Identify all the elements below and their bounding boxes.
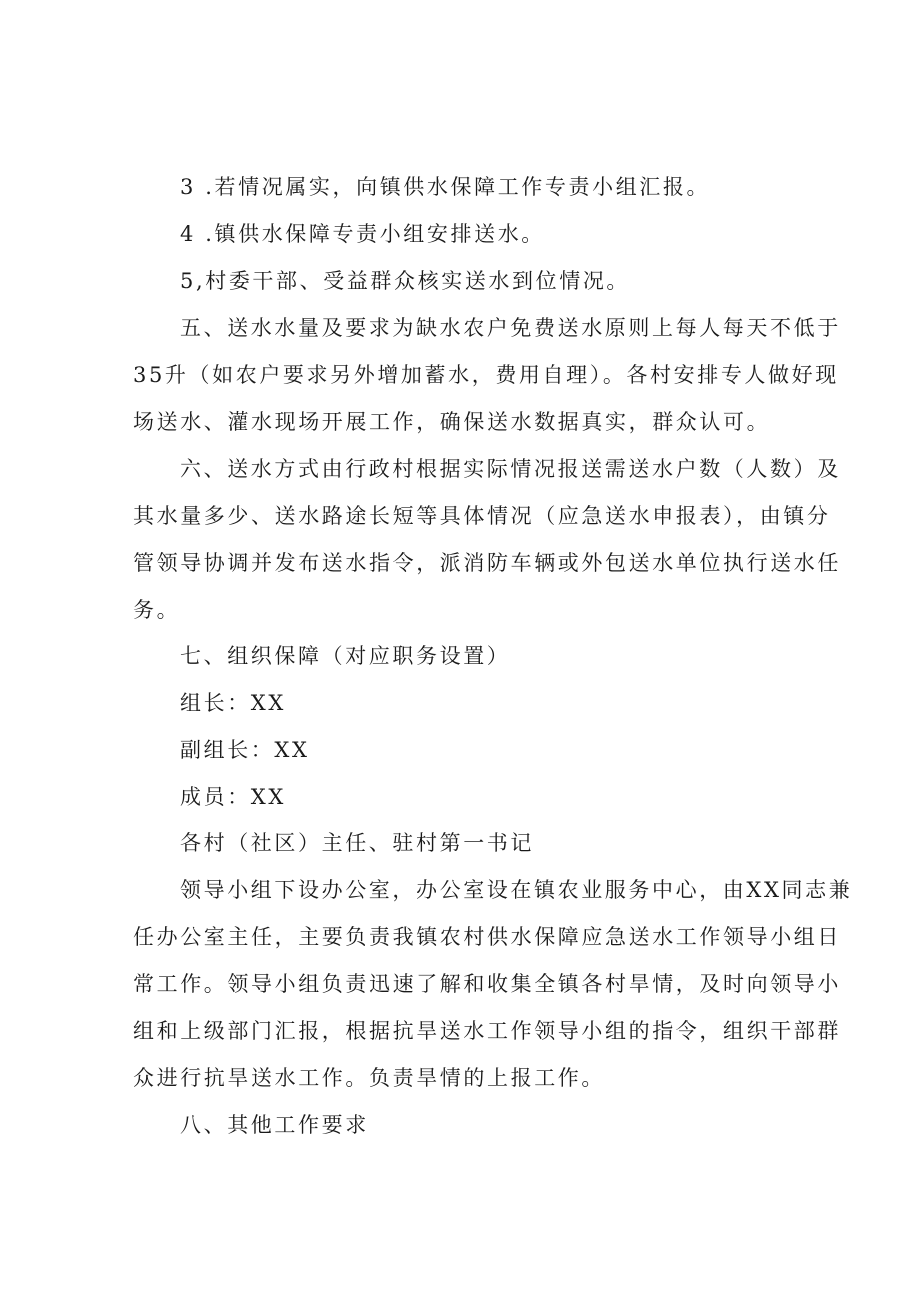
section-6-line-1: 六、送水方式由行政村根据实际情况报送需送水户数（人数）及 — [180, 457, 841, 481]
section-5-line-3: 场送水、灌水现场开展工作，确保送水数据真实，群众认可。 — [133, 410, 771, 434]
section-5-line-1: 五、送水水量及要求为缺水农户免费送水原则上每人每天不低于 — [180, 316, 841, 340]
section-6-line-2: 其水量多少、送水路途长短等具体情况（应急送水申报表），由镇分 — [133, 504, 831, 528]
section-6-line-4: 务。 — [133, 598, 181, 622]
office-paragraph-line-2: 任办公室主任，主要负责我镇农村供水保障应急送水工作领导小组日 — [133, 925, 841, 949]
members-line: 成员：XX — [180, 785, 286, 809]
section-6-line-3: 管领导协调并发布送水指令，派消防车辆或外包送水单位执行送水任 — [133, 551, 841, 575]
office-paragraph-line-5: 众进行抗旱送水工作。负责旱情的上报工作。 — [133, 1066, 605, 1090]
deputy-leader-line: 副组长：XX — [180, 738, 310, 762]
section-5-line-2: 35升（如农户要求另外增加蓄水，费用自理）。各村安排专人做好现 — [133, 363, 839, 387]
section-8-heading: 八、其他工作要求 — [180, 1113, 369, 1137]
village-heads-line: 各村（社区）主任、驻村第一书记 — [180, 831, 534, 855]
group-leader-line: 组长：XX — [180, 691, 286, 715]
office-paragraph-line-3: 常工作。领导小组负责迅速了解和收集全镇各村旱情，及时向领导小 — [133, 972, 841, 996]
section-7-heading: 七、组织保障（对应职务设置） — [180, 644, 511, 668]
office-paragraph-line-1: 领导小组下设办公室，办公室设在镇农业服务中心，由XX同志兼 — [180, 878, 853, 902]
office-paragraph-line-4: 组和上级部门汇报，根据抗旱送水工作领导小组的指令，组织干部群 — [133, 1019, 841, 1043]
step-4-line: 4 .镇供水保障专责小组安排送水。 — [180, 222, 545, 246]
step-5-line: 5,村委干部、受益群众核实送水到位情况。 — [180, 269, 631, 293]
step-3-line: 3 .若情况属实，向镇供水保障工作专责小组汇报。 — [180, 175, 711, 199]
